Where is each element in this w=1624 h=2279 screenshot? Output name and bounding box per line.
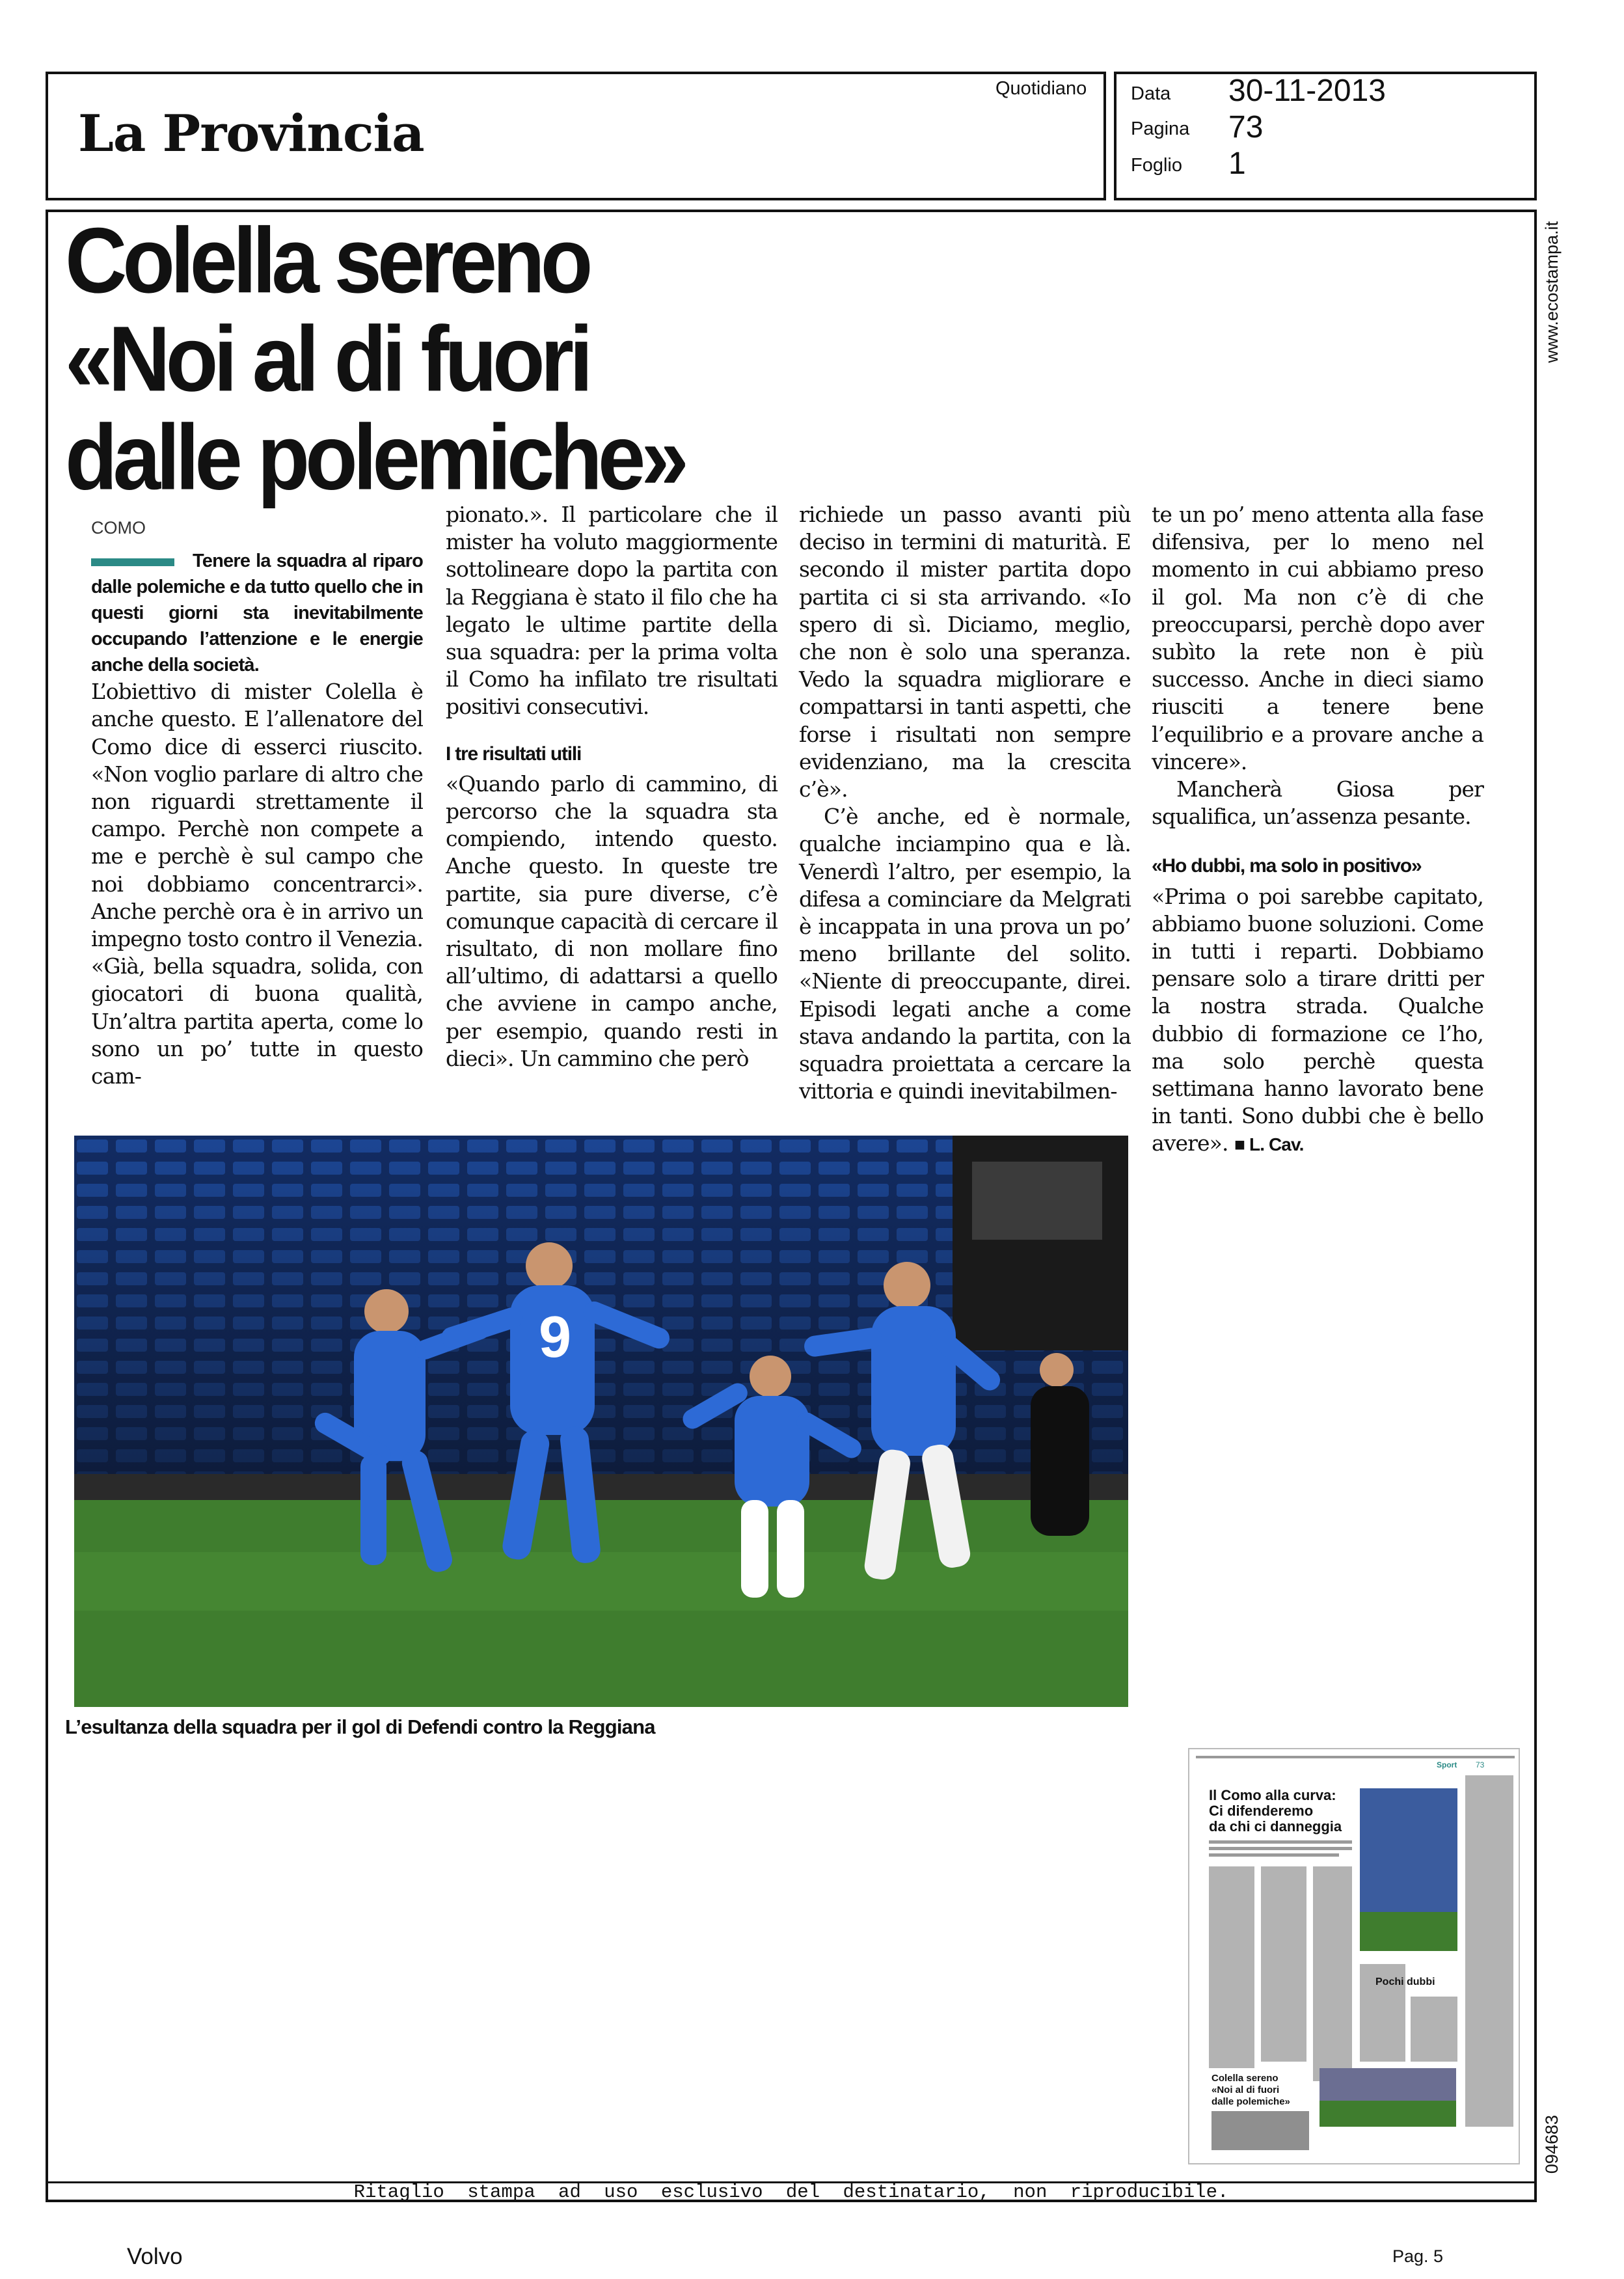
headline-line-2: «Noi al di fuori <box>65 307 589 411</box>
side-code <box>1542 2115 1568 2200</box>
headline <box>65 208 878 509</box>
meta-sheet-value: 1 <box>1228 146 1246 181</box>
thumbnail-page: 73 <box>1476 1760 1485 1769</box>
author-signature: ■ L. Cav. <box>1234 1134 1304 1155</box>
page-number: Pag. 5 <box>1392 2246 1444 2266</box>
thumbnail-section: Sport <box>1437 1760 1457 1769</box>
subheading-1: I tre risultati utili <box>446 743 582 765</box>
headline-line-1: Colella sereno <box>65 208 589 312</box>
headline-line-3: dalle polemiche» <box>65 405 684 509</box>
column-2-body: pionato.». Il particolare che il mister ha voluto maggiormente sottolineare dopo la partita con la Reggiana è stato il filo che ha legato le ultime partite della sua squadra: per la prima volta il Como ha infilato tre risultati positivi consecutivi. <box>446 502 778 720</box>
page-thumbnail[interactable] <box>1188 1748 1520 2164</box>
thumbnail-headline-1: Il Como alla curva: <box>1209 1787 1336 1803</box>
column-2-gap <box>446 721 778 735</box>
article-photo <box>74 1136 1128 1707</box>
column-4-body: te un po’ meno attenta alla fase difensiva, per lo meno nel momento in cui abbiamo preso il gol. Ma non c’è di che preoccuparsi, perchè dopo aver subìto la rete non è più successo. Anche in dieci siamo riusciti a tenere bene l’equilibrio e a provare anche a vincere». <box>1152 502 1483 774</box>
periodicity-label: Quotidiano <box>995 78 1087 99</box>
article-column-4 <box>1152 501 1483 1159</box>
article-column-2 <box>446 501 778 1072</box>
side-website[interactable] <box>1542 221 1568 390</box>
dateline-city: COMO <box>91 518 146 538</box>
newspaper-logo: La Provincia <box>78 104 424 163</box>
svg-text:9: 9 <box>539 1305 572 1370</box>
thumbnail-mid-headline: Pochi dubbi <box>1375 1976 1435 1987</box>
thumbnail-headline-2: Ci difenderemo <box>1209 1803 1314 1819</box>
column-4-body-3-text: «Prima o poi sarebbe capitato, abbiamo buone soluzioni. Come in tutti i reparti. Dobbiamo pensare solo a tirare dritti per la nostra strada. Qualche dubbio di formazione ce l’ho, ma solo perchè questa settimana hanno lavorato bene in tanti. Sono dubbi che è bello avere». <box>1152 883 1483 1156</box>
side-website-text: www.ecostampa.it <box>1542 221 1562 363</box>
thumbnail-page-illustration <box>1189 1749 1520 2164</box>
reproduction-notice: Ritaglio stampa ad uso esclusivo del destinatario, non riproducibile. <box>353 2181 1229 2203</box>
meta-page-value: 73 <box>1228 110 1264 144</box>
article-column-1 <box>91 514 423 1090</box>
column-3-body-2: C’è anche, ed è normale, qualche inciampino qua e là. Venerdì l’altro, per esempio, la difesa a cominciare da Melgrati è incappata in una prova un po’ meno brillante del solito. «Niente di preoccupante, direi. Episodi legati anche a come stava andando la partita, con la squadra proiettata a cercare la vittoria e quindi inevitabilmen- <box>799 804 1131 1104</box>
meta-date-value: 30-11-2013 <box>1228 74 1386 108</box>
column-1-body: L’obiettivo di mister Colella è anche questo. E l’allenatore del Como dice di esserci riuscito. «Non voglio parlare di altro che non riguardi strettamente il campo. Perchè non compete a me e perchè è sul campo che noi dobbiamo concentrarci». Anche perchè ora è in arrivo un impegno tosto contro il Venezia. «Già, bella squadra, solida, con giocatori di buona qualità, Un’altra partita aperta, come lo sono un po’ tutte in questo cam- <box>91 679 423 1089</box>
article-lead-text: Tenere la squadra al riparo dalle polemiche e da tutto quello che in questi giorni sta inevitabilmente occupando l’attenzione e le energie anche della società. <box>91 551 423 676</box>
meta-sheet-label: Foglio <box>1131 155 1182 176</box>
celebration-photo-illustration <box>74 1136 1128 1707</box>
client-brand: Volvo <box>127 2244 183 2269</box>
thumbnail-headline-3: da chi ci danneggia <box>1209 1818 1342 1835</box>
lead-bar <box>91 558 174 566</box>
column-4-gap <box>1152 830 1483 847</box>
column-4-body-2: Mancherà Giosa per squalifica, un’assenza pesante. <box>1152 776 1483 830</box>
thumbnail-small-headline-3: dalle polemiche» <box>1211 2096 1290 2107</box>
photo-caption: L’esultanza della squadra per il gol di Defendi contro la Reggiana <box>65 1715 655 1738</box>
meta-date-label: Data <box>1131 83 1171 104</box>
meta-page-label: Pagina <box>1131 118 1190 139</box>
column-3-body: richiede un passo avanti più deciso in termini di maturità. E secondo il mister partita dopo partita ci si sta arrivando. «Io spero di sì. Diciamo, meglio, che non è solo una speranza. Vedo la squadra migliorare e compattarsi in tanti aspetti, che forse i risultati non sempre evidenziano, ma la crescita c’è». <box>799 502 1131 802</box>
article-lead <box>91 548 423 678</box>
thumbnail-small-headline-2: «Noi al di fuori <box>1211 2084 1280 2095</box>
thumbnail-small-headline-1: Colella sereno <box>1211 2073 1279 2084</box>
subheading-2: «Ho dubbi, ma solo in positivo» <box>1152 855 1422 877</box>
column-4-body-3 <box>1152 883 1483 1159</box>
side-code-text: 094683 <box>1542 2115 1562 2174</box>
article-column-3 <box>799 501 1131 1105</box>
column-2-body-2: «Quando parlo di cammino, di percorso che la squadra sta compiendo, intendo questo. Anche questo. In queste tre partite, sia pure diverse, c’è comunque capacità di cercare il risultato, di non mollare fino all’ultimo, di adattarsi a quello che avviene in campo anche, per esempio, quando resti in dieci». Un cammino che però <box>446 771 778 1071</box>
